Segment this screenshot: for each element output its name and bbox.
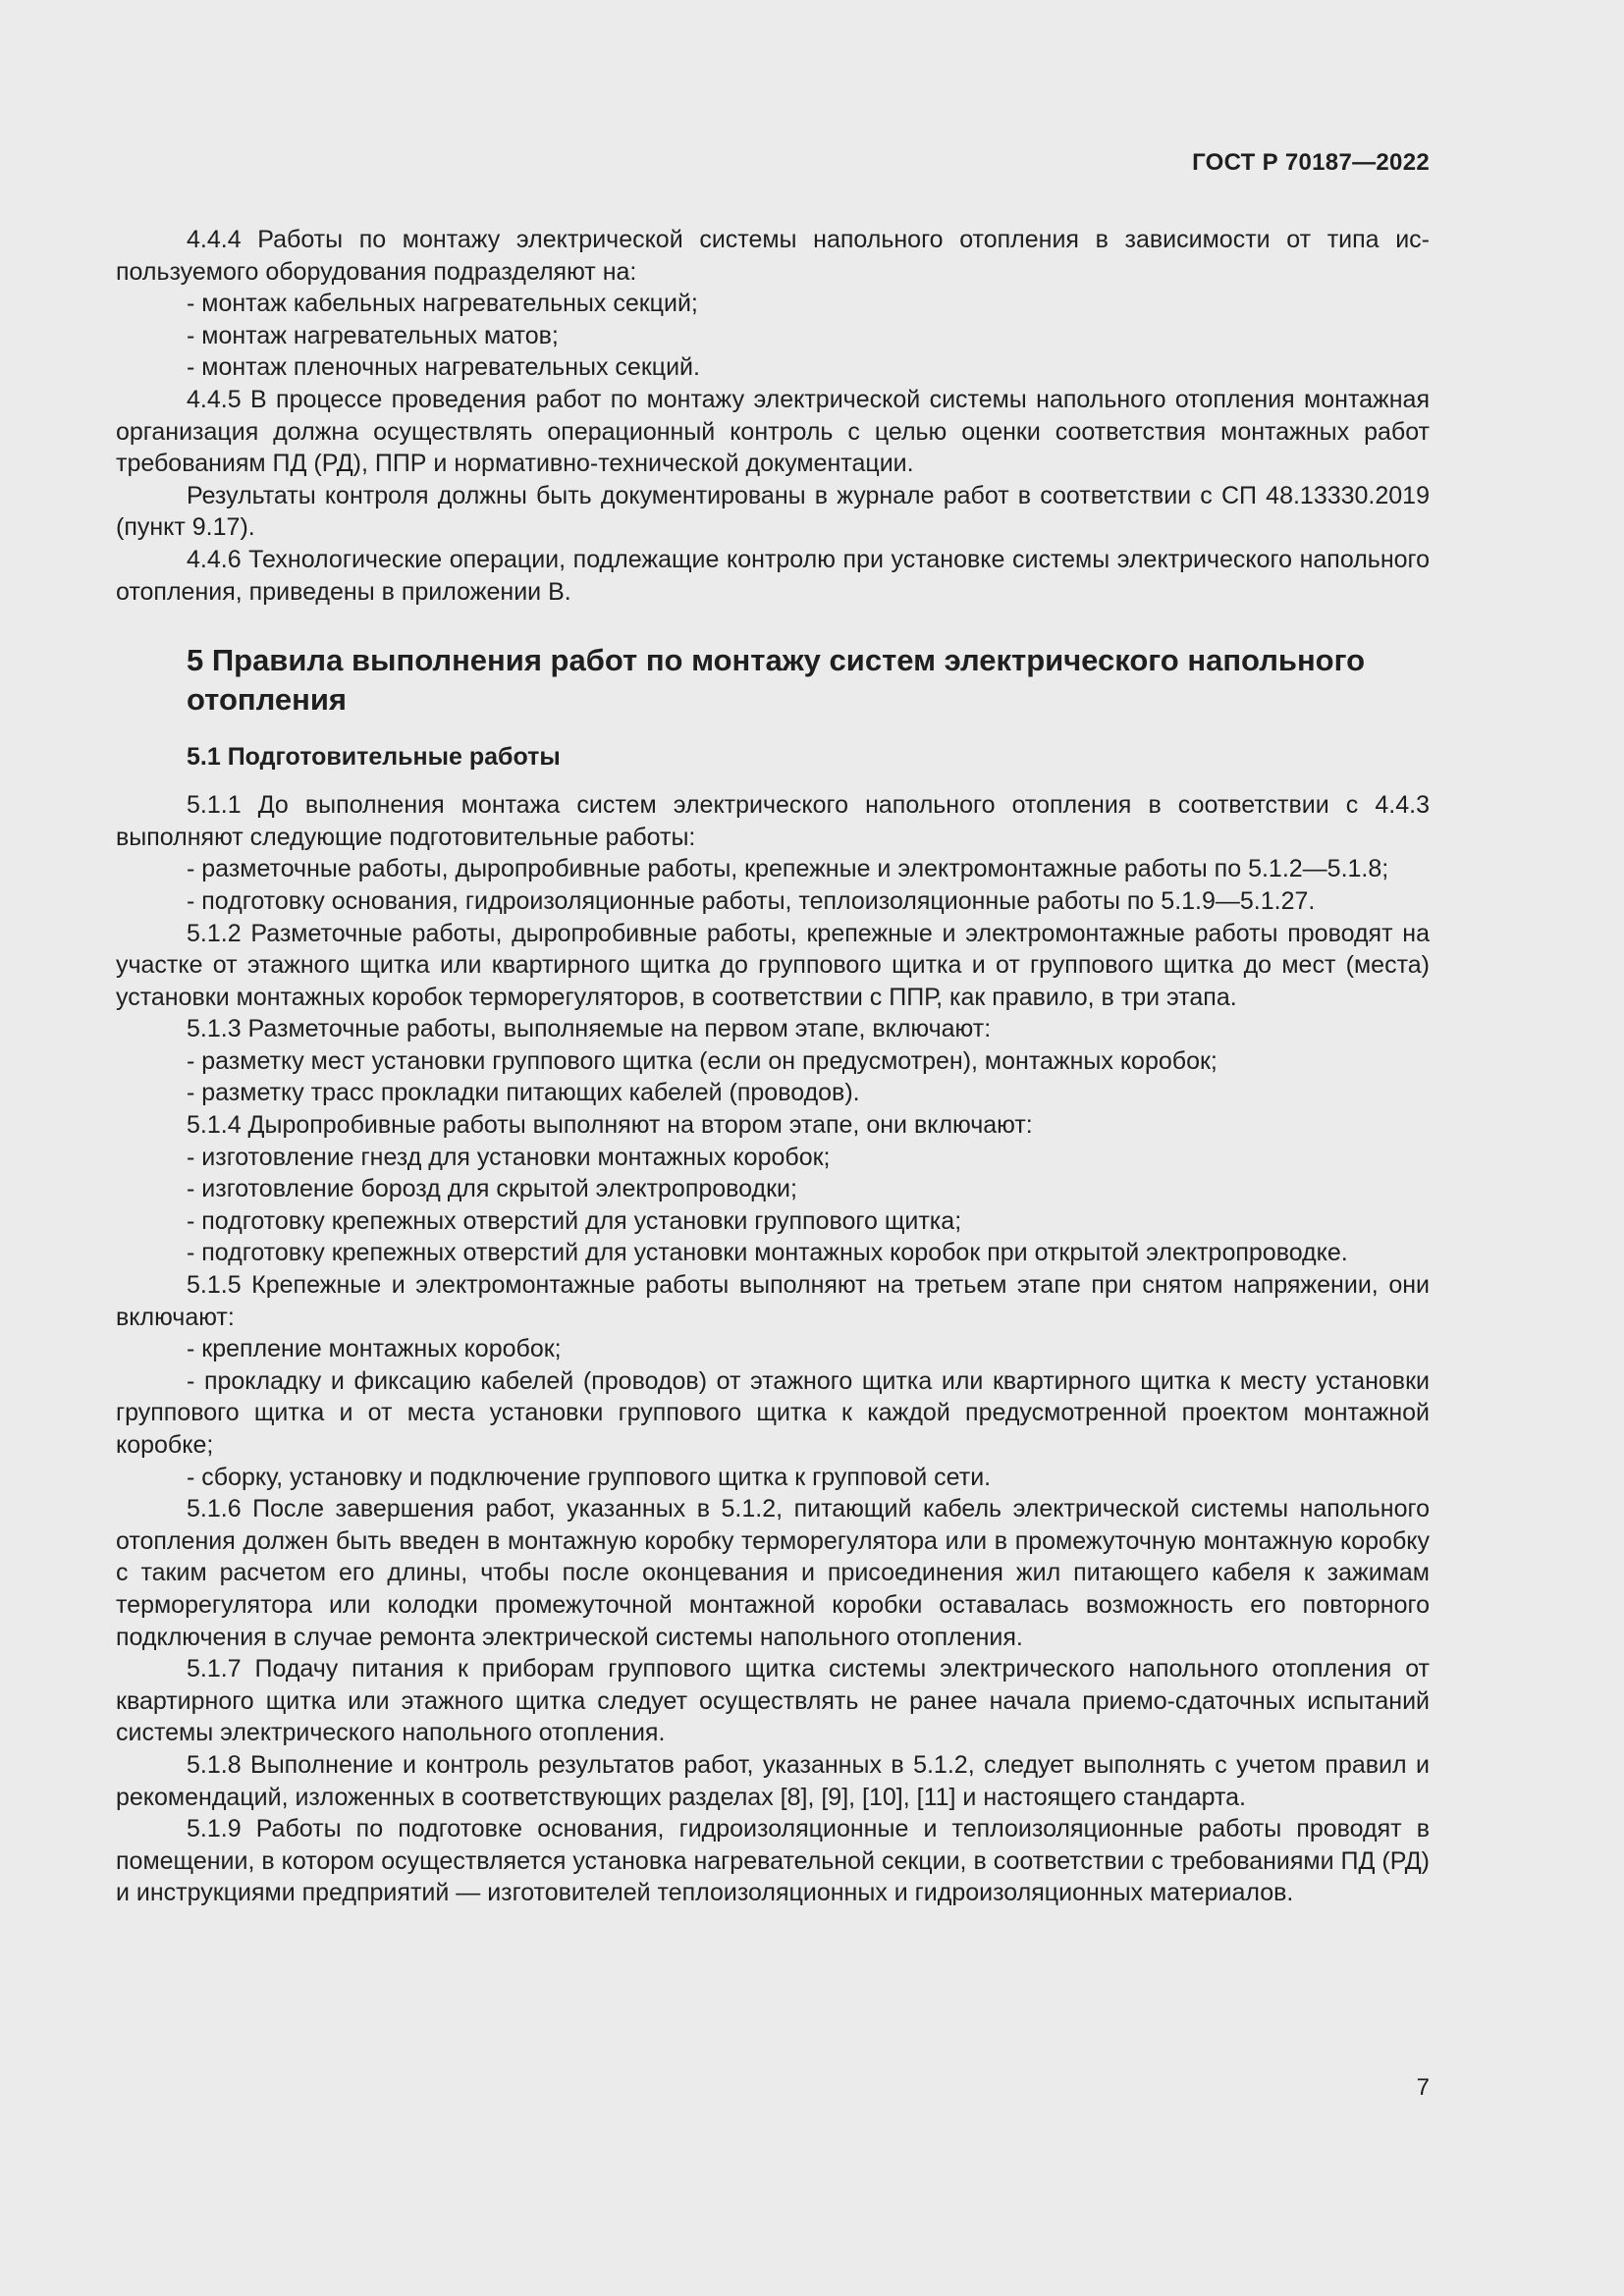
list-item: - крепление монтажных коробок; — [187, 1335, 562, 1363]
paragraph-5-1-5: 5.1.5 Крепежные и электромонтажные работы выполняют на третьем этапе при снятом напряжении, они включают: — [116, 1271, 1430, 1331]
list-item: - монтаж нагревательных матов; — [187, 321, 559, 349]
paragraph-5-1-1: 5.1.1 До выполнения монтажа систем электрического напольного отопления в соответствии с 4.4.3 выполняют следующие подготовительные работы: — [116, 791, 1430, 851]
paragraph-5-1-2: 5.1.2 Разметочные работы, дыропробивные работы, крепежные и электромонтажные работы проводят на участке от этажного щитка или квартирного щитка до группового щитка и от группового щитка до мест (места) установки монтажных коробок терморегуляторов, в соответствии с ППР, как правило, в три этапа. — [116, 919, 1430, 1011]
list-item: - подготовку основания, гидроизоляционные работы, теплоизоляционные работы по 5.1.9—5.1.27. — [187, 886, 1316, 915]
list-item: - монтаж кабельных нагревательных секций; — [187, 290, 698, 318]
list-item: - подготовку крепежных отверстий для установки монтажных коробок при открытой электропроводке. — [187, 1239, 1348, 1267]
paragraph-5-1-9: 5.1.9 Работы по подготовке основания, гидроизоляционные и теплоизоляционные работы проводят в помещении, в котором осуществляется установка нагревательной секции, в соответствии с требованиями ПД (РД) и инструкциями предприятий — изготовителей теплоизоляционных и гидроизоляционных материалов. — [116, 1815, 1430, 1907]
list-item: - разметочные работы, дыропробивные работы, крепежные и электромонтажные работы по 5.1.2—5.1.8; — [187, 855, 1389, 883]
list-item: - разметку мест установки группового щитка (если он предусмотрен), монтажных коробок; — [187, 1046, 1218, 1075]
section-5-heading: 5 Правила выполнения работ по монтажу систем электрического напольного отопления — [187, 643, 1366, 718]
paragraph-5-1-7: 5.1.7 Подачу питания к приборам группового щитка системы электрического напольного отопления от квартирного щитка или этажного щитка следует осуществлять не ранее начала приемо-сдаточных испытаний системы электрического напольного отопления. — [116, 1655, 1430, 1747]
list-item: - изготовление борозд для скрытой электропроводки; — [187, 1175, 797, 1203]
paragraph-5-1-3: 5.1.3 Разметочные работы, выполняемые на первом этапе, включают: — [187, 1015, 992, 1043]
paragraph-4-4-4: 4.4.4 Работы по монтажу электрической системы напольного отопления в зависимости от типа используемого оборудования подразделяют на: — [116, 226, 1430, 286]
list-item: - изготовление гнезд для установки монтажных коробок; — [187, 1143, 831, 1171]
document-body — [116, 224, 1430, 1909]
paragraph-5-1-6: 5.1.6 После завершения работ, указанных в 5.1.2, питающий кабель электрической системы напольного отопления должен быть введен в монтажную коробку терморегулятора или в промежуточную монтажную коробку с таким расчетом его длины, чтобы после оконцевания и присоединения жил питающего кабеля к зажимам терморегулятора или колодки промежуточной монтажной коробки оставалась возможность его повторного подключения в случае ремонта электрической системы напольного отопления. — [116, 1495, 1430, 1651]
list-item: - сборку, установку и подключение группового щитка к групповой сети. — [187, 1463, 992, 1491]
list-item: - разметку трасс прокладки питающих кабелей (проводов). — [187, 1079, 860, 1107]
paragraph-4-4-5: 4.4.5 В процессе проведения работ по монтажу электрической системы напольного отопления монтажная организация должна осуществлять операционный контроль с целью оценки соответствия монтажных работ требованиям ПД (РД), ППР и нормативно-технической документации. — [116, 385, 1430, 478]
paragraph-control-results: Результаты контроля должны быть документированы в журнале работ в соответствии с СП 48.13330.2019 (пункт 9.17). — [116, 481, 1430, 542]
list-item: - монтаж пленочных нагревательных секций. — [187, 353, 700, 382]
document-header-standard-id: ГОСТ Р 70187—2022 — [1192, 149, 1430, 176]
list-item: - прокладку и фиксацию кабелей (проводов) от этажного щитка или квартирного щитка к месту установки группового щитка и от места установки группового щитка к каждой предусмотренной проектом монтажной коробке; — [116, 1366, 1430, 1459]
list-item: - подготовку крепежных отверстий для установки группового щитка; — [187, 1206, 962, 1235]
subsection-5-1-heading: 5.1 Подготовительные работы — [187, 743, 561, 772]
paragraph-4-4-6: 4.4.6 Технологические операции, подлежащие контролю при установке системы электрического напольного отопления, приведены в приложении В. — [116, 545, 1430, 606]
paragraph-5-1-8: 5.1.8 Выполнение и контроль результатов работ, указанных в 5.1.2, следует выполнять с учетом правил и рекомендаций, изложенных в соответствующих разделах [8], [9], [10], [11] и настоящего стандарта. — [116, 1750, 1430, 1811]
paragraph-5-1-4: 5.1.4 Дыропробивные работы выполняют на втором этапе, они включают: — [187, 1111, 1033, 1140]
page-number: 7 — [1416, 2074, 1430, 2101]
